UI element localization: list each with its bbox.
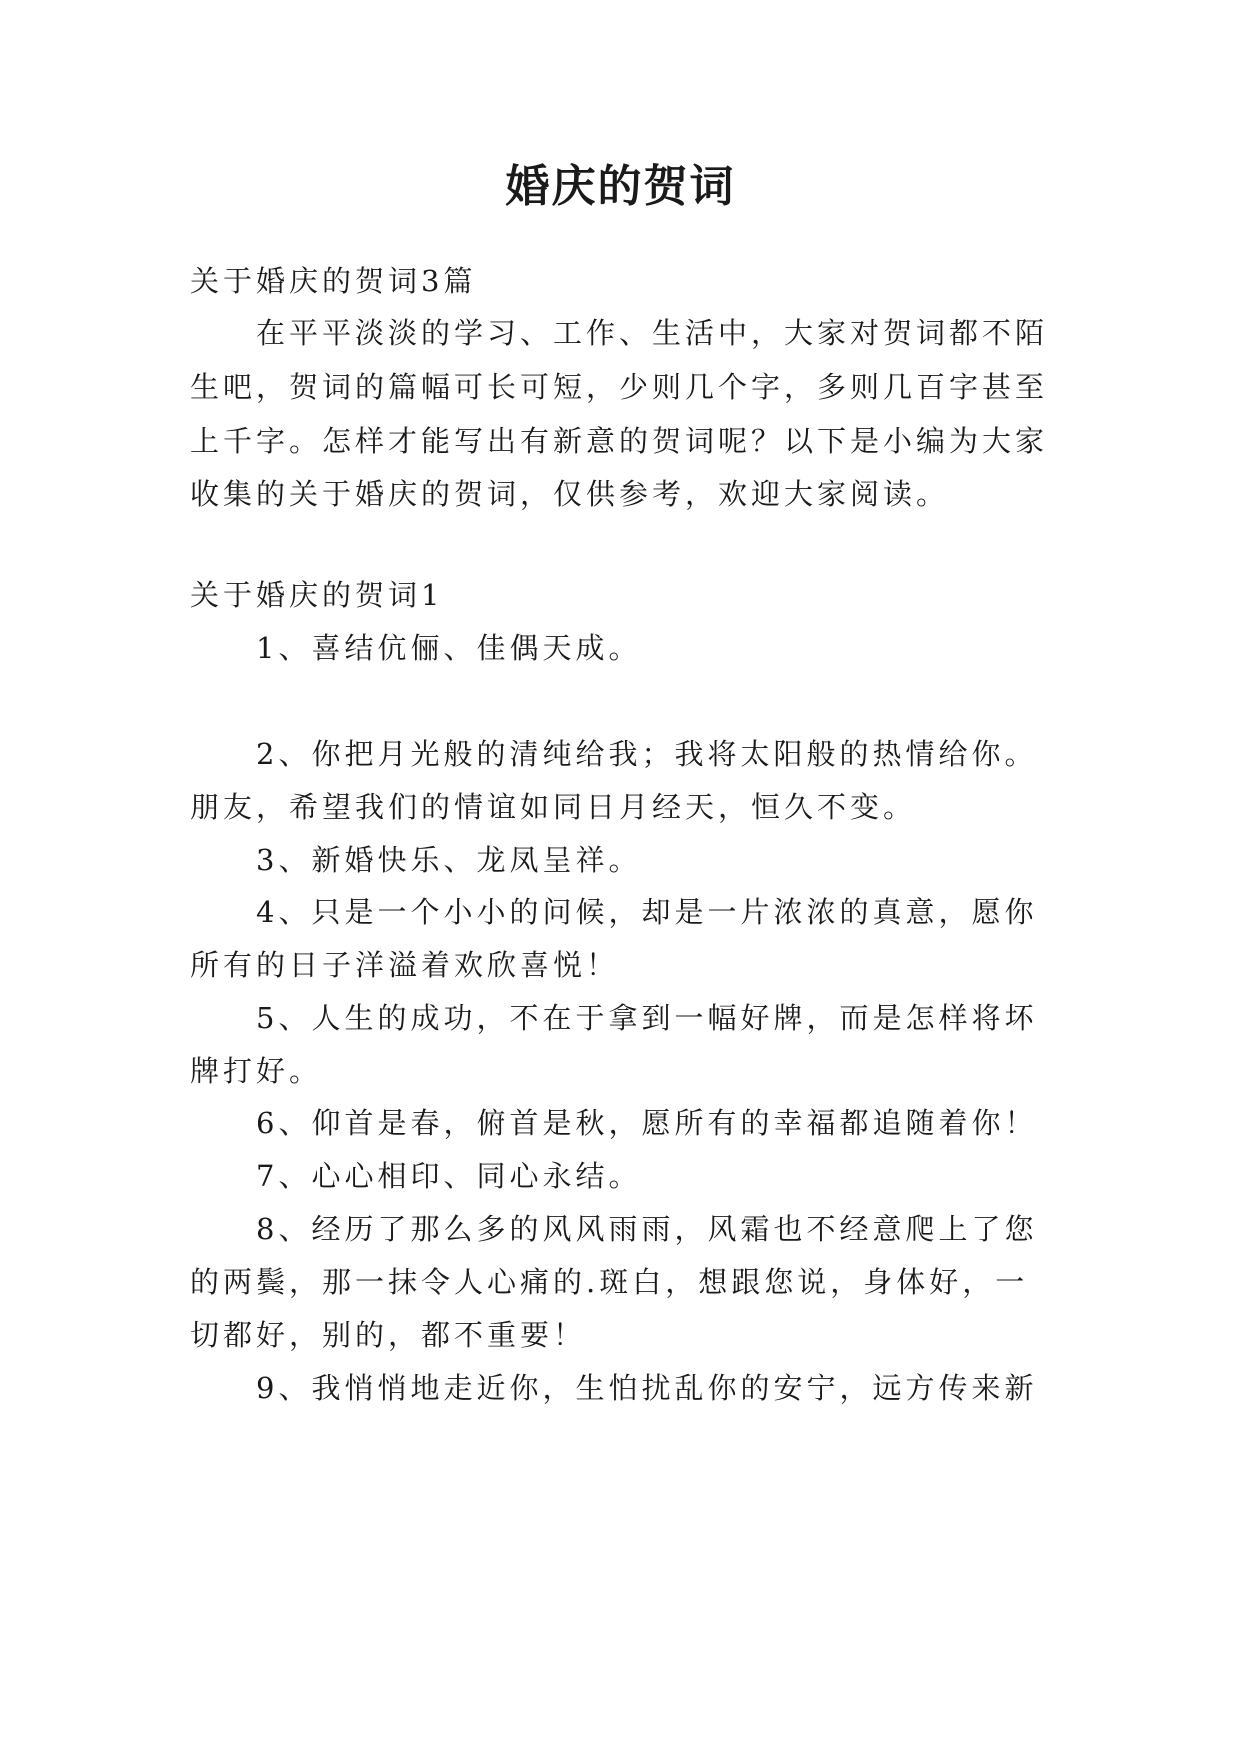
document-title: 婚庆的贺词: [505, 161, 736, 212]
intro-line: 收集的关于婚庆的贺词，仅供参考，欢迎大家阅读。: [190, 477, 950, 511]
list-item: 5、人生的成功，不在于拿到一幅好牌，而是怎样将坏: [256, 1001, 1038, 1035]
list-item: 7、心心相印、同心永结。: [256, 1159, 642, 1193]
list-item: 6、仰首是春，俯首是秋，愿所有的幸福都追随着你！: [256, 1106, 1038, 1140]
section-heading: 关于婚庆的贺词1: [190, 578, 444, 612]
list-item: 1、喜结伉俪、佳偶天成。: [256, 631, 642, 665]
list-item-continuation: 切都好，别的，都不重要！: [190, 1318, 587, 1352]
list-item-continuation: 牌打好。: [190, 1054, 323, 1088]
list-item: 9、我悄悄地走近你，生怕扰乱你的安宁，远方传来新: [256, 1371, 1038, 1405]
list-item-continuation: 的两鬓，那一抹令人心痛的.斑白，想跟您说，身体好，一: [190, 1265, 1029, 1299]
section-heading: 关于婚庆的贺词3篇: [190, 264, 477, 298]
intro-line: 上千字。怎样才能写出有新意的贺词呢？以下是小编为大家: [190, 424, 1049, 458]
intro-line: 生吧，贺词的篇幅可长可短，少则几个字，多则几百字甚至: [190, 370, 1049, 404]
intro-line: 在平平淡淡的学习、工作、生活中，大家对贺词都不陌: [256, 316, 1049, 350]
list-item-continuation: 所有的日子洋溢着欢欣喜悦！: [190, 948, 620, 982]
list-item: 8、经历了那么多的风风雨雨，风霜也不经意爬上了您: [256, 1212, 1038, 1246]
list-item-continuation: 朋友，希望我们的情谊如同日月经天，恒久不变。: [190, 790, 917, 824]
list-item: 4、只是一个小小的问候，却是一片浓浓的真意，愿你: [256, 895, 1038, 929]
list-item: 2、你把月光般的清纯给我；我将太阳般的热情给你。: [256, 737, 1038, 771]
list-item: 3、新婚快乐、龙凤呈祥。: [256, 843, 642, 877]
